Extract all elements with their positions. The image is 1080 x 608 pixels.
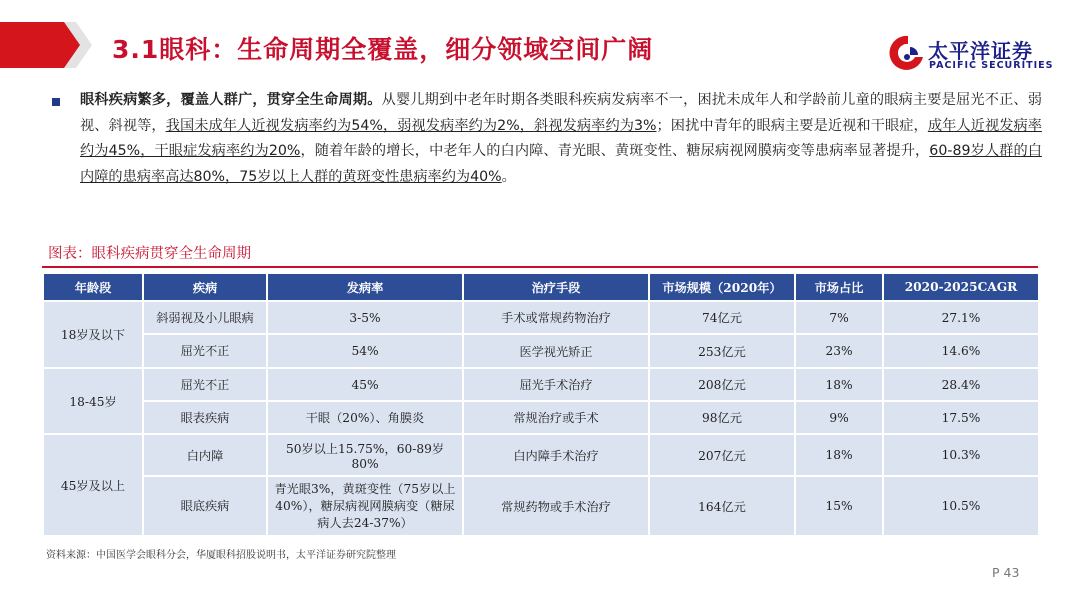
logo-english-name: PACIFIC SECURITIES [929, 60, 1054, 71]
text-segment: 从婴儿期到中老年时期各类眼科疾病发病率不一，困扰未成年人和学龄前儿童的眼病主要是屈光不正、弱视、斜视等， [80, 92, 1042, 134]
table-row [43, 301, 1039, 334]
treatment-cell: 常规药物或手术治疗 [463, 476, 649, 536]
highlight-elderly-rates: 60-89岁人群的白内障的患病率高达80%，75岁以上人群的黄斑变性患病率约为40% [80, 143, 1042, 185]
market-size-cell: 164亿元 [649, 476, 795, 536]
rate-cell: 50岁以上15.75%，60-89岁80% [267, 434, 463, 476]
table-row [43, 334, 1039, 368]
figure-title: 图表：眼科疾病贯穿全生命周期 [48, 246, 251, 262]
market-size-cell: 74亿元 [649, 301, 795, 334]
market-size-cell: 208亿元 [649, 368, 795, 401]
highlight-minor-rates: 我国未成年人近视发病率约为54%，弱视发病率约为2%，斜视发病率约为3% [165, 117, 657, 134]
source-note: 资料来源：中国医学会眼科分会，华厦眼科招股说明书，太平洋证券研究院整理 [46, 550, 396, 561]
rate-cell: 45% [267, 368, 463, 401]
treatment-cell: 手术或常规药物治疗 [463, 301, 649, 334]
treatment-cell: 屈光手术治疗 [463, 368, 649, 401]
page-number: P 43 [992, 565, 1020, 580]
cagr-cell: 27.1% [883, 301, 1039, 334]
table-row [43, 434, 1039, 476]
column-header: 发病率 [267, 273, 463, 301]
table-row [43, 401, 1039, 434]
bullet-square-icon [52, 98, 60, 106]
table-row [43, 476, 1039, 536]
rate-cell: 54% [267, 334, 463, 368]
treatment-cell: 白内障手术治疗 [463, 434, 649, 476]
text-segment: 。 [501, 168, 516, 185]
column-header: 治疗手段 [463, 273, 649, 301]
column-header: 2020-2025CAGR [883, 273, 1039, 301]
cagr-cell: 28.4% [883, 368, 1039, 401]
table-row [43, 368, 1039, 401]
share-cell: 15% [795, 476, 883, 536]
summary-paragraph [80, 88, 1042, 190]
treatment-cell: 医学视光矫正 [463, 334, 649, 368]
disease-cell: 屈光不正 [143, 334, 267, 368]
rate-cell: 干眼（20%）、角膜炎 [267, 401, 463, 434]
pacific-logo-icon [888, 33, 926, 73]
market-size-cell: 98亿元 [649, 401, 795, 434]
figure-divider [42, 266, 1038, 268]
disease-cell: 白内障 [143, 434, 267, 476]
share-cell: 18% [795, 434, 883, 476]
market-size-cell: 253亿元 [649, 334, 795, 368]
age-group-cell: 18岁及以下 [43, 301, 143, 368]
lead-sentence: 眼科疾病繁多，覆盖人群广，贯穿全生命周期。 [80, 92, 382, 108]
disease-cell: 斜弱视及小儿眼病 [143, 301, 267, 334]
share-cell: 7% [795, 301, 883, 334]
page-title: 3.1眼科：生命周期全覆盖，细分领域空间广阔 [112, 35, 654, 64]
treatment-cell: 常规治疗或手术 [463, 401, 649, 434]
brand-logo [888, 33, 1058, 75]
market-size-cell: 207亿元 [649, 434, 795, 476]
header-chevron-decoration [0, 22, 96, 68]
cagr-cell: 14.6% [883, 334, 1039, 368]
column-header: 市场规模（2020年） [649, 273, 795, 301]
share-cell: 9% [795, 401, 883, 434]
highlight-adult-rates: 成年人近视发病率约为45%，干眼症发病率约为20% [80, 117, 1042, 160]
disease-cell: 眼底疾病 [143, 476, 267, 536]
logo-chinese-name: 太平洋证券 [928, 39, 1033, 63]
age-group-cell: 45岁及以上 [43, 434, 143, 536]
disease-cell: 屈光不正 [143, 368, 267, 401]
column-header: 疾病 [143, 273, 267, 301]
column-header: 年龄段 [43, 273, 143, 301]
disease-cell: 眼表疾病 [143, 401, 267, 434]
text-segment: ；困扰中青年的眼病主要是近视和干眼症， [656, 117, 928, 134]
share-cell: 18% [795, 368, 883, 401]
rate-cell: 青光眼3%，黄斑变性（75岁以上40%），糖尿病视网膜病变（糖尿病人去24-37%） [267, 476, 463, 536]
cagr-cell: 10.3% [883, 434, 1039, 476]
table-header-row [43, 273, 1039, 301]
column-header: 市场占比 [795, 273, 883, 301]
cagr-cell: 10.5% [883, 476, 1039, 536]
text-segment: ，随着年龄的增长，中老年人的白内障、青光眼、黄斑变性、糖尿病视网膜病变等患病率显著提升， [300, 143, 930, 160]
disease-lifecycle-table [42, 272, 1040, 537]
age-group-cell: 18-45岁 [43, 368, 143, 434]
rate-cell: 3-5% [267, 301, 463, 334]
cagr-cell: 17.5% [883, 401, 1039, 434]
share-cell: 23% [795, 334, 883, 368]
